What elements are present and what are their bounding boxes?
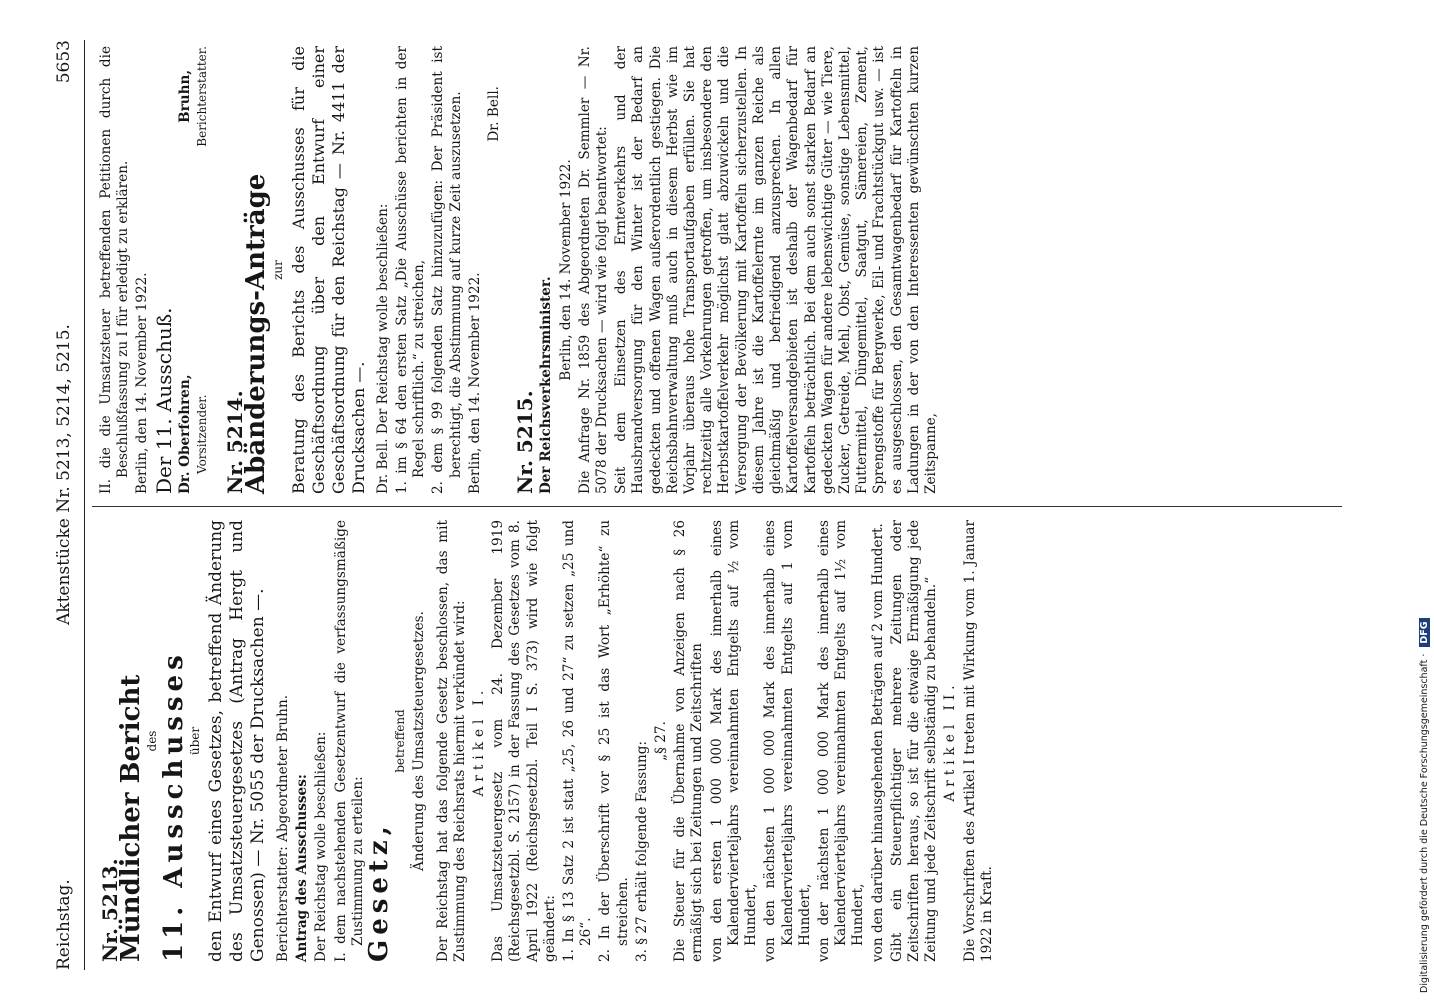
answer-text: Seit dem Einsetzen des Ernteverkehrs und der Hausbrandversorgung für den Winter ist der Bedarf an gedeckten und offenen Wagen außerordentlich gestiegen. Die Reichsbahnverwaltung muß auch in diesem Herbst wie im Vorjahr überaus hohe Transportaufgaben erfüllen. Sie hat rechtzeitig alle Vorkehrungen getroffen, um insbesondere den Herbstkartoffelverkehr möglichst glatt abzuwickeln und die Versorgung der Bevölkerung mit Kartoffeln sicherzustellen. In diesem Jahre ist die Kartoffelernte im ganzen Reiche als gleichmäßig und befriedigend anzusprechen. In allen Kartoffelversandgebieten ist deshalb der Wagenbedarf für Kartoffeln beträchtlich. Bei dem auch sonst starken Bedarf an gedeckten Wagen für andere lebenswichtige Güter — wie Tiere, Zucker, Getreide, Mehl, Obst, Gemüse, sonstige Lebensmittel, Futtermittel, Düngemittel, Saatgut, Sämereien, Zement, Sprengstoffe für Bergwerke, Eil- und Frachtstückgut usw. — ist es ausgeschlossen, den Gesamtwagenbedarf für Kartoffeln in Ladungen in der von den Interessenten gewünschten kurzen Zeitspanne,: [613, 46, 939, 494]
header-center: Aktenstücke Nr. 5213, 5214, 5215.: [54, 324, 74, 625]
sig2-name: Bruhn,: [176, 69, 193, 123]
antraege-title: Abänderungs-Anträge: [241, 173, 272, 494]
committee-title: 11. Ausschusses: [158, 650, 189, 962]
right-column: [98, 46, 942, 494]
nr-5214: Nr. 5214.: [223, 390, 248, 494]
des: des: [145, 730, 160, 752]
beratung: Beratung des Berichts des Ausschusses für die Geschäftsordnung über den Entwurf einer Geschäftsordnung für den Reichstag — Nr. 4411 der Drucksachen —.: [288, 46, 368, 494]
sig2-role: Berichterstatter.: [195, 46, 210, 147]
header-left: Reichstag.: [54, 879, 74, 970]
gibt-text: Gibt ein Steuerpflichtiger mehrere Zeitungen oder Zeitschriften heraus, so ist für die etwaige Ermäßigung jede Zeitung und jede Zeitschrift selbständig zu behandeln.“: [888, 520, 940, 962]
preamble: Der Reichstag hat das folgende Gesetz beschlossen, das mit Zustimmung des Reichsrats hiermit verkündet wird:: [434, 520, 468, 962]
para-27: „§ 27.: [653, 721, 670, 761]
item-2: 2. In der Überschrift vor § 25 ist das Wort „Erhöhte“ zu streichen.: [597, 520, 631, 962]
bell-2: 2. dem § 99 folgenden Satz hinzuzufügen: Der Präsident ist berechtigt, die Abstimmung auf kurze Zeit auszusetzen.: [430, 46, 464, 494]
rate-4: von den darüber hinausgehenden Beträgen auf 2 vom Hundert.: [869, 523, 886, 962]
date-1: Berlin, den 14. November 1922.: [134, 272, 151, 494]
steuer-text: Die Steuer für die Übernahme von Anzeigen nach § 26 ermäßigt sich bei Zeitungen und Zeitschriften: [672, 520, 706, 962]
rate-1: von den ersten 1 000 000 Mark des innerhalb eines Kalendervierteljahrs vereinnahmten Entgelts auf ½ vom Hundert,: [708, 520, 760, 962]
digitization-note: [1419, 8, 1434, 993]
digitization-text: Digitalisierung gefördert durch die Deutsche Forschungsgemeinschaft ·: [1419, 653, 1430, 993]
artikel-1-text: Das Umsatzsteuergesetz vom 24. Dezember 1919 (Reichsgesetzbl. S. 2157) in der Fassung des Gesetzes vom 8. April 1922 (Reichsgesetzbl. Teil I S. 373) wird wie folgt geändert:: [490, 520, 558, 962]
item-1: 1. In § 13 Satz 2 ist statt „25, 26 und 27“ zu setzen „25 und 26“.: [561, 520, 595, 962]
report-title: Mündlicher Bericht: [116, 674, 147, 962]
subject: den Entwurf eines Gesetzes, betreffend Änderung des Umsatzsteuergesetzes (Antrag Hergt und Genossen) — Nr. 5055 der Drucksachen —.: [206, 520, 269, 962]
dfg-logo: DFG: [1419, 618, 1430, 646]
antrag-intro: Der Reichstag wolle beschließen:: [313, 731, 330, 962]
artikel-2: Artikel II.: [942, 680, 959, 802]
sig1-role: Vorsitzender.: [195, 394, 210, 474]
signatures: [177, 46, 211, 494]
column-divider: [92, 506, 1342, 507]
date-3: Berlin, den 14. November 1922.: [557, 159, 574, 381]
page-number: 5653: [54, 40, 74, 84]
left-column: [98, 520, 998, 962]
item-II: II. die die Umsatzsteuer betreffenden Petitionen durch die Beschlußfassung zu I für erledigt zu erklären.: [98, 46, 132, 494]
page-header: [50, 40, 84, 970]
zur: zur: [270, 260, 285, 280]
nr-5213: Nr. 5213.: [98, 858, 122, 962]
aenderung: Änderung des Umsatzsteuergesetzes.: [411, 611, 428, 871]
bell-1: 1. im § 64 den ersten Satz „Die Ausschüsse berichten in der Regel schriftlich.“ zu streichen,: [394, 46, 428, 494]
sig1-name: Dr. Oberfohren,: [176, 374, 193, 494]
artikel-2-text: Die Vorschriften des Artikel I treten mit Wirkung vom 1. Januar 1922 in Kraft.: [961, 520, 995, 962]
ausschuss-sign: Der 11. Ausschuß.: [151, 307, 176, 494]
document-page: [50, 40, 1350, 970]
bell-intro: Dr. Bell. Der Reichstag wolle beschließen:: [374, 203, 391, 494]
berichterstatter: Berichterstatter: Abgeordneter Bruhn.: [275, 694, 292, 962]
minister: Der Reichsverkehrsminister.: [538, 276, 555, 494]
ueber: über: [187, 726, 202, 756]
artikel-1: Artikel I.: [471, 685, 488, 797]
nr-5215: Nr. 5215.: [513, 390, 538, 494]
antrag-heading: Antrag des Ausschusses:: [294, 774, 311, 962]
header-rule: [84, 40, 85, 970]
rate-3: von der nächsten 1 000 000 Mark des innerhalb eines Kalendervierteljahrs vereinnahmten Entgelts auf 1½ vom Hundert,: [815, 520, 867, 962]
anfrage: Die Anfrage Nr. 1859 des Abgeordneten Dr. Semmler — Nr. 5078 der Drucksachen — wird wie folgt beantwortet:: [576, 46, 611, 494]
antrag-1: I. dem nachstehenden Gesetzentwurf die verfassungsmäßige Zustimmung zu erteilen:: [332, 520, 366, 962]
betreffend: betreffend: [393, 709, 408, 773]
item-3: 3. § 27 erhält folgende Fassung:: [633, 740, 650, 962]
date-2: Berlin, den 14. November 1922.: [466, 272, 483, 494]
bell-signature: Dr. Bell.: [486, 86, 503, 142]
rate-2: von den nächsten 1 000 000 Mark des innerhalb eines Kalendervierteljahrs vereinnahmten Entgelts auf 1 vom Hundert,: [762, 520, 813, 962]
gesetz-title: Gesetz,: [364, 821, 395, 962]
